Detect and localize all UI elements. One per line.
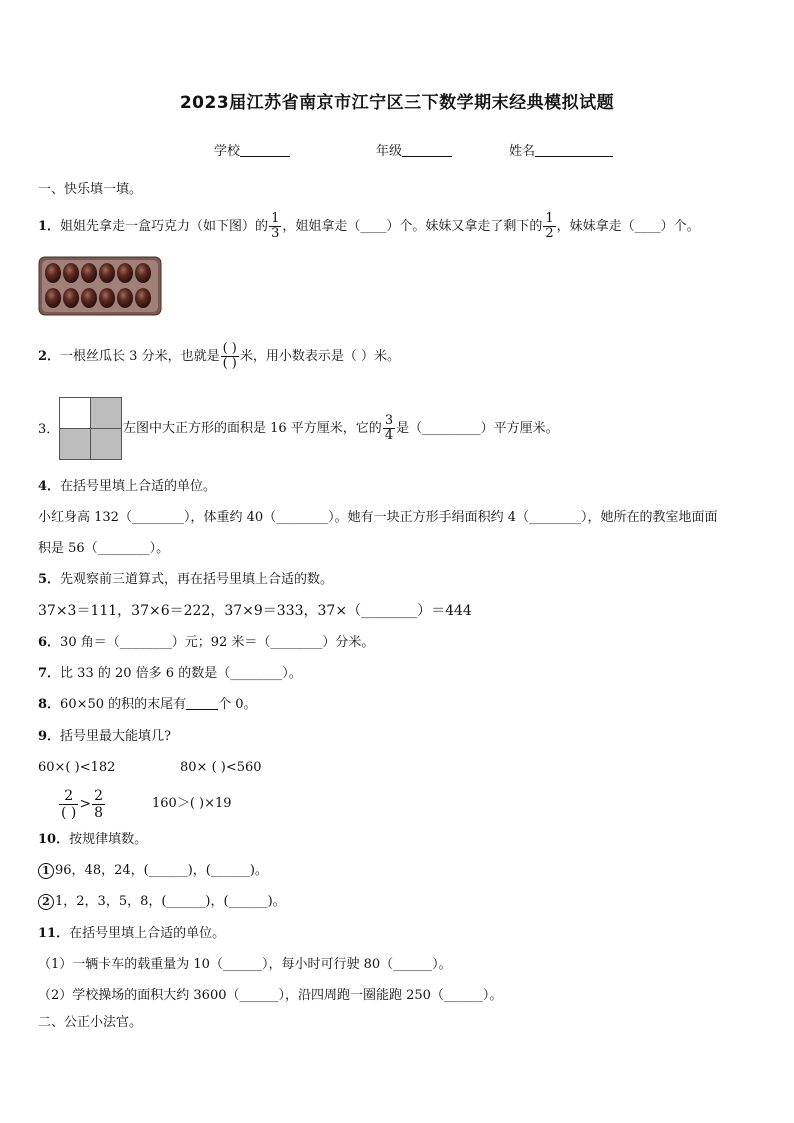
fraction xyxy=(59,788,78,821)
question-10 xyxy=(38,830,147,850)
numerator: 2 xyxy=(64,787,74,804)
q1-text-b: ，姐姐拿走（____）个。妹妹又拿走了剩下的 xyxy=(282,219,543,234)
fraction xyxy=(221,342,239,371)
name-blank[interactable] xyxy=(535,142,613,157)
question-3-number: 3． xyxy=(38,422,60,437)
numerator: 1 xyxy=(271,211,280,226)
question-7 xyxy=(38,664,302,684)
grade-label: 年级 xyxy=(376,144,403,159)
q10-sequence-2: 1，2，3，5，8，(______)，(______)。 xyxy=(55,894,286,909)
answer-blank[interactable] xyxy=(186,695,218,710)
fraction xyxy=(543,212,555,241)
question-number: 8． xyxy=(38,697,61,712)
chocolate-box-image xyxy=(38,255,162,317)
question-number: 4． xyxy=(38,479,61,494)
question-number: 6． xyxy=(38,635,61,650)
greater-than-sign: > xyxy=(79,796,92,812)
q1-text-c: ，妹妹拿走（____）个。 xyxy=(556,219,700,234)
q9-fraction-compare xyxy=(58,784,106,824)
q8-text-a: 60×50 的积的末尾有 xyxy=(60,697,187,712)
q10-stem: 按规律填数。 xyxy=(69,832,148,847)
question-number: 5． xyxy=(38,572,61,587)
question-number: 1． xyxy=(38,219,61,234)
q11-line-2: （2）学校操场的面积大约 3600（______），沿四周跑一圈能跑 250（______）。 xyxy=(38,988,503,1003)
name-label: 姓名 xyxy=(509,144,536,159)
question-1 xyxy=(38,211,700,241)
fraction xyxy=(269,212,281,241)
square-area-diagram xyxy=(59,397,123,461)
numerator: 2 xyxy=(94,787,104,804)
question-number: 11． xyxy=(38,926,70,941)
denominator: ( ) xyxy=(222,356,237,371)
q9-expression-1: 60×( )<182 xyxy=(38,760,116,775)
denominator: 3 xyxy=(271,226,280,241)
denominator: 4 xyxy=(384,428,394,443)
question-number: 2． xyxy=(38,349,61,364)
q11-line-1: （1）一辆卡车的载重量为 10（______），每小时可行驶 80（______）。 xyxy=(38,957,452,972)
q11-stem: 在括号里填上合适的单位。 xyxy=(69,926,226,941)
q2-text-b: 米，用小数表示是（ ）米。 xyxy=(239,349,401,364)
circled-number-icon: 2 xyxy=(38,894,54,910)
grade-blank[interactable] xyxy=(402,142,452,157)
section-heading: 一、快乐填一填。 xyxy=(38,182,143,197)
numerator: 3 xyxy=(384,413,394,428)
q2-text-a: 一根丝瓜长 3 分米，也就是 xyxy=(60,349,220,364)
denominator: ( ) xyxy=(61,804,77,821)
q4-line-2: 积是 56（________）。 xyxy=(38,541,170,556)
name-field[interactable] xyxy=(509,140,613,159)
numerator: 1 xyxy=(545,211,554,226)
fraction xyxy=(92,788,105,821)
q4-stem: 在括号里填上合适的单位。 xyxy=(60,479,217,494)
q1-text-a: 姐姐先拿走一盒巧克力（如下图）的 xyxy=(60,219,269,234)
question-8 xyxy=(38,695,257,715)
q3-text-b: 是（_________）平方厘米。 xyxy=(396,421,559,436)
question-9 xyxy=(38,727,171,747)
question-number: 9． xyxy=(38,729,61,744)
q9-expression-2: 80× ( )<560 xyxy=(180,760,262,775)
school-blank[interactable] xyxy=(240,142,290,157)
q10-sequence-1: 96，48，24，(______)，(______)。 xyxy=(55,863,268,878)
circled-number-icon: 1 xyxy=(38,863,54,879)
q6-text: 30 角＝（________）元；92 米＝（________）分米。 xyxy=(60,635,375,650)
numerator: ( ) xyxy=(222,341,237,356)
denominator: 8 xyxy=(94,804,104,821)
question-2 xyxy=(38,340,400,374)
question-4 xyxy=(38,477,216,497)
q9-expression-4: 160＞( )×19 xyxy=(152,796,232,811)
section-heading: 二、公正小法官。 xyxy=(38,1015,143,1030)
q5-stem: 先观察前三道算式，再在括号里填上合适的数。 xyxy=(60,572,334,587)
q10-line-2 xyxy=(38,892,286,912)
fraction xyxy=(383,414,395,443)
q9-stem: 括号里最大能填几? xyxy=(60,729,172,744)
question-11 xyxy=(38,924,225,944)
question-number: 10． xyxy=(38,832,70,847)
question-3 xyxy=(123,412,559,446)
grade-field[interactable] xyxy=(376,140,452,159)
school-field[interactable] xyxy=(214,140,290,159)
question-5 xyxy=(38,570,333,590)
q8-text-b: 个 0。 xyxy=(218,697,257,712)
q10-line-1 xyxy=(38,861,268,881)
denominator: 2 xyxy=(545,226,554,241)
q7-text: 比 33 的 20 倍多 6 的数是（________）。 xyxy=(60,666,302,681)
q5-expression: 37×3＝111，37×6＝222，37×9＝333，37×（________）＝444 xyxy=(38,603,472,619)
question-6 xyxy=(38,633,374,653)
page-title: 2023届江苏省南京市江宁区三下数学期末经典模拟试题 xyxy=(179,93,615,113)
q4-line-1: 小红身高 132（________），体重约 40（________）。她有一块正方形手绢面积约 4（________），她所在的教室地面面 xyxy=(38,510,718,525)
school-label: 学校 xyxy=(214,144,241,159)
question-number: 7． xyxy=(38,666,61,681)
q3-text-a: 左图中大正方形的面积是 16 平方厘米，它的 xyxy=(123,421,382,436)
